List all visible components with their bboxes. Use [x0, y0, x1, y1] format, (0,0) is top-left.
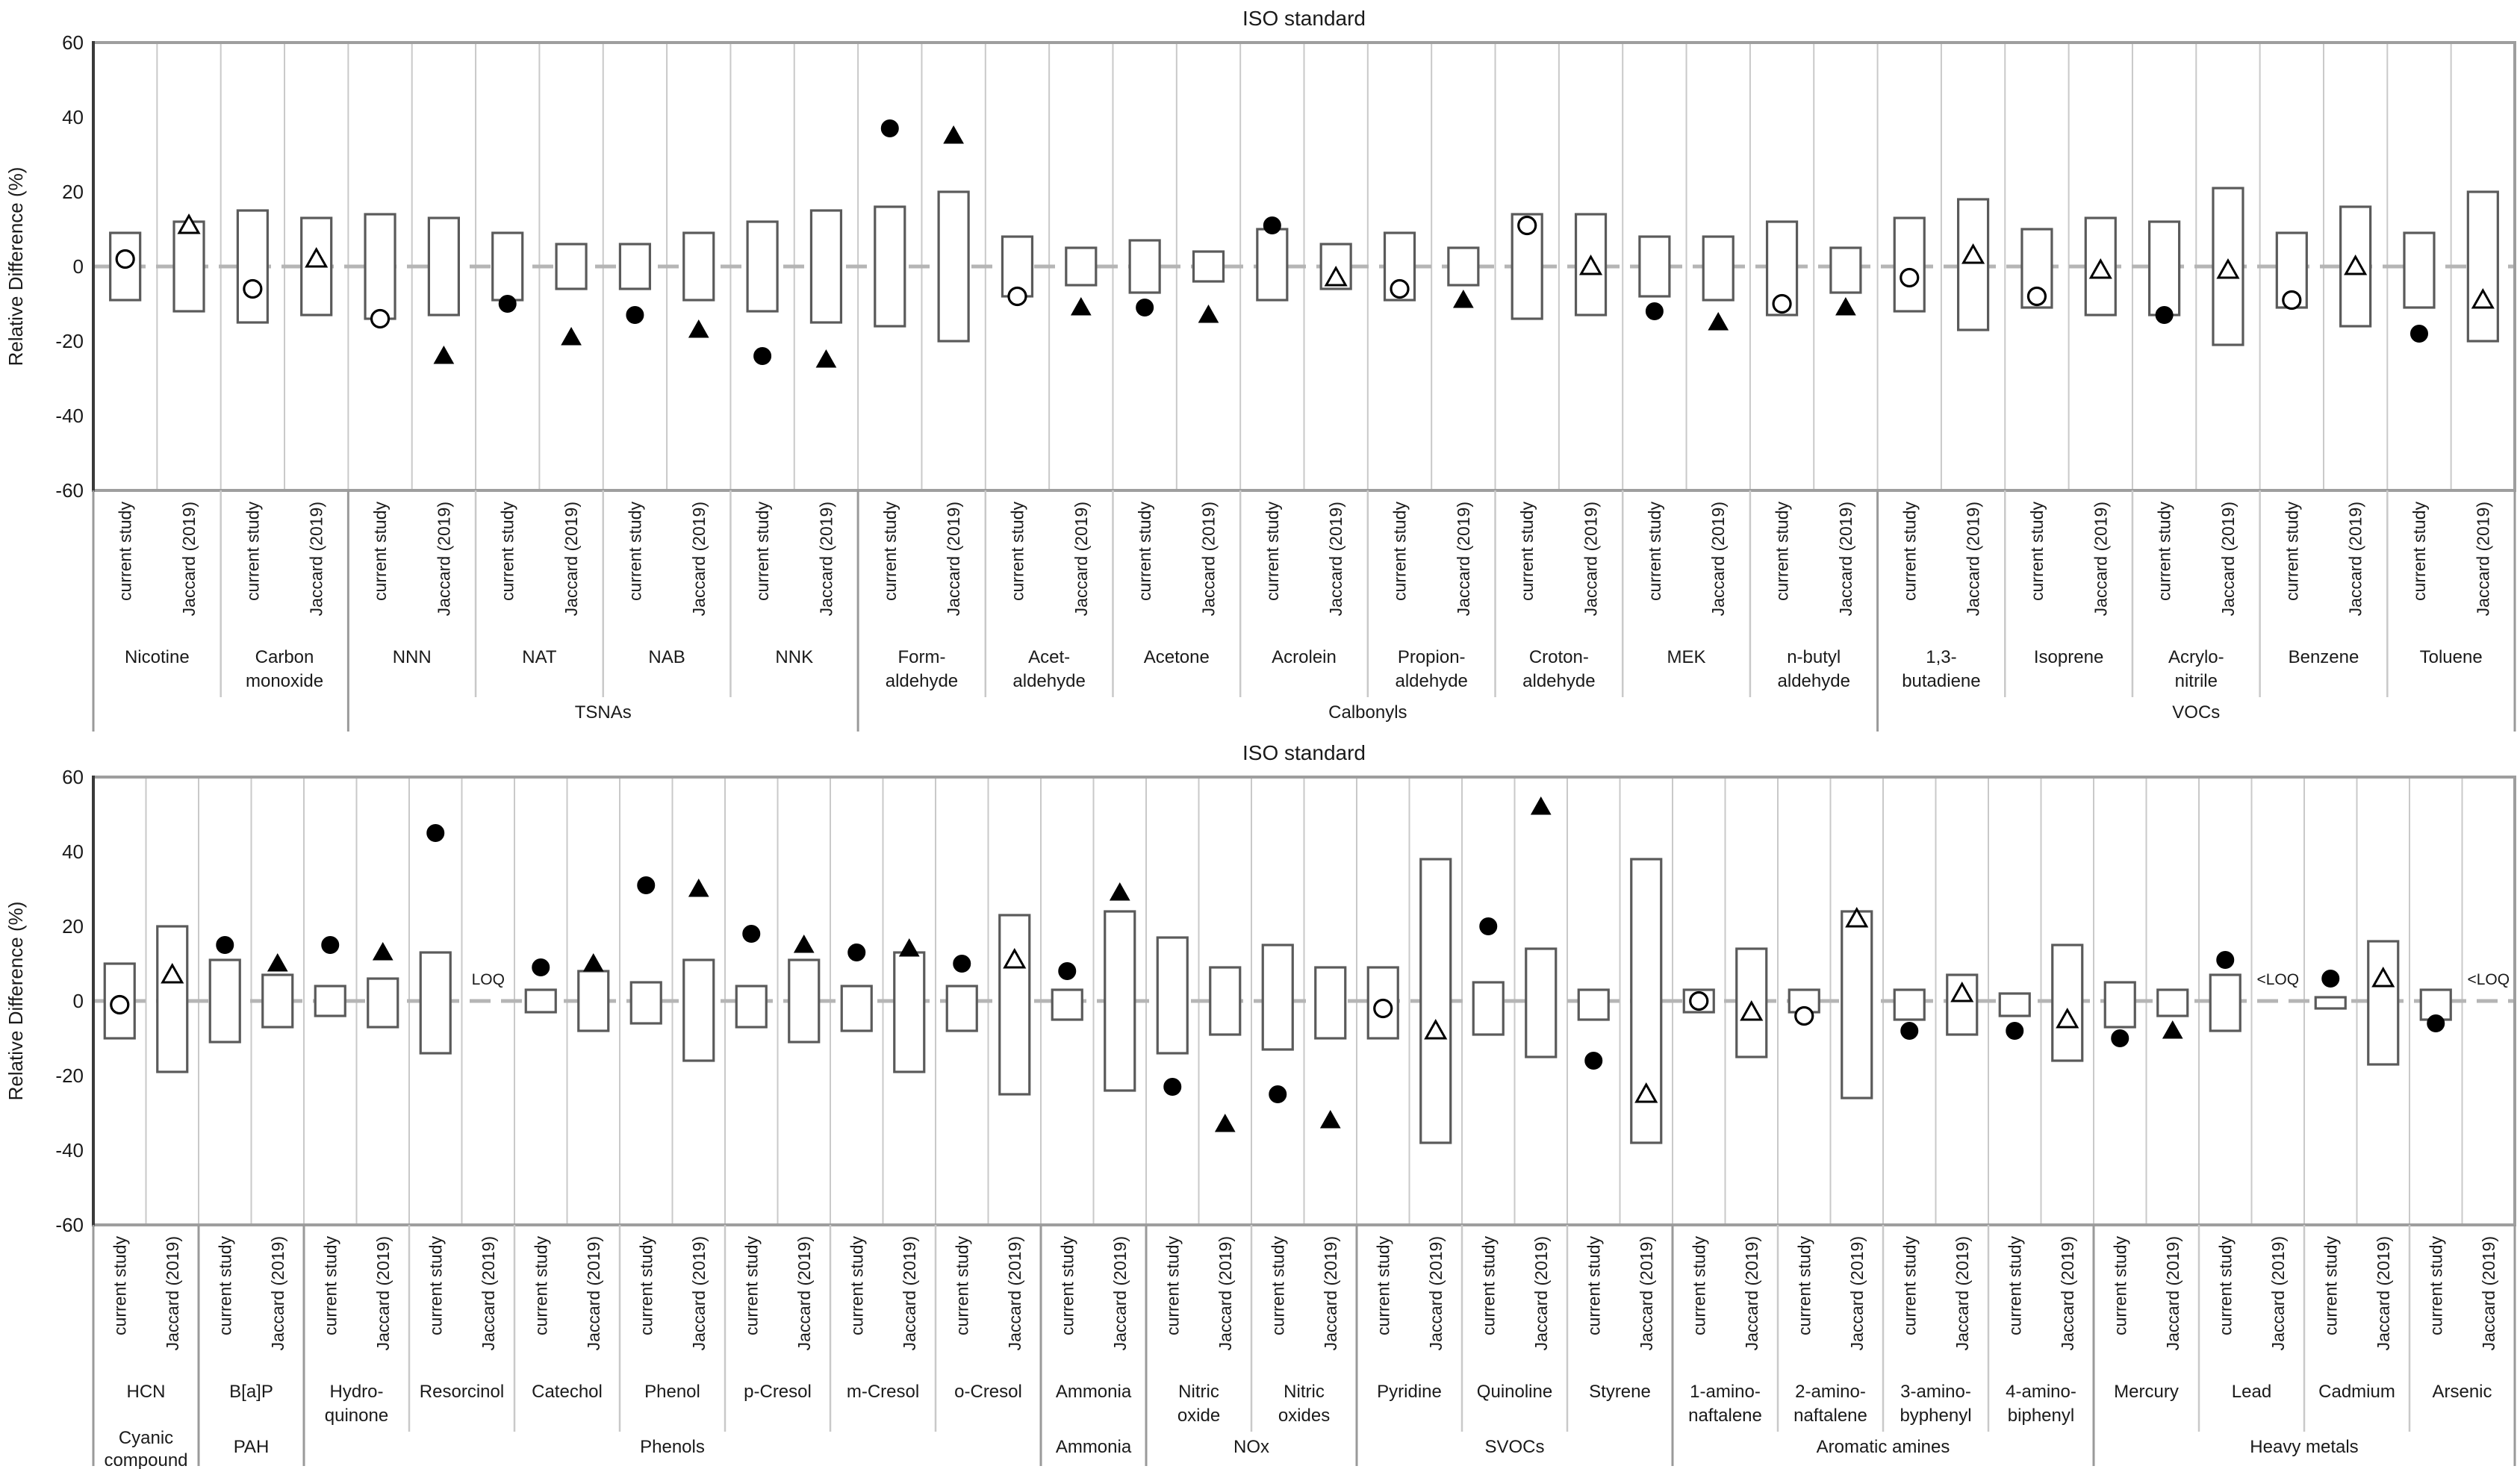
- y-tick-label: 0: [72, 990, 84, 1012]
- y-axis-title: Relative Difference (%): [4, 901, 27, 1101]
- compound-name: o-Cresol: [954, 1382, 1022, 1402]
- panel-title: ISO standard: [1242, 7, 1366, 30]
- range-box: [1842, 911, 1872, 1098]
- marker-circle-open: [1690, 993, 1708, 1010]
- compound-name: Cadmium: [2318, 1382, 2395, 1402]
- marker-triangle-filled: [689, 320, 709, 337]
- column-label: Jaccard (2019): [1326, 502, 1346, 617]
- column-label: current study: [1268, 1236, 1288, 1335]
- compound-name: Catechol: [532, 1382, 603, 1402]
- marker-circle-open: [111, 997, 128, 1014]
- marker-circle-filled: [1480, 918, 1497, 935]
- column-label: Jaccard (2019): [1952, 1236, 1972, 1351]
- column-label: Jaccard (2019): [583, 1236, 603, 1351]
- marker-circle-filled: [848, 944, 865, 961]
- compound-name: Mercury: [2114, 1382, 2179, 1402]
- marker-circle-filled: [626, 307, 644, 324]
- marker-circle-filled: [1164, 1079, 1181, 1096]
- column-label: current study: [2426, 1236, 2446, 1335]
- range-box: [789, 960, 819, 1042]
- compound-name: Nicotine: [124, 647, 190, 667]
- column-label: Jaccard (2019): [179, 502, 199, 617]
- marker-circle-filled: [2112, 1030, 2129, 1047]
- marker-circle-filled: [2217, 952, 2234, 969]
- compound-name: Nitric: [1284, 1382, 1325, 1402]
- column-label: Jaccard (2019): [1198, 502, 1219, 617]
- column-label: current study: [110, 1236, 130, 1335]
- column-label: current study: [1135, 502, 1155, 601]
- compound-name: Resorcinol: [419, 1382, 505, 1402]
- marker-circle-filled: [1646, 303, 1663, 320]
- marker-circle-open: [1773, 296, 1791, 313]
- column-label: current study: [952, 1236, 972, 1335]
- column-label: Jaccard (2019): [1741, 1236, 1761, 1351]
- column-label: Jaccard (2019): [688, 1236, 709, 1351]
- marker-triangle-filled: [1321, 1111, 1340, 1128]
- range-box: [365, 214, 395, 319]
- marker-triangle-filled: [816, 350, 836, 367]
- column-label: current study: [1163, 1236, 1183, 1335]
- marker-circle-open: [1009, 288, 1026, 305]
- compound-name: aldehyde: [1522, 671, 1596, 691]
- column-label: Jaccard (2019): [1847, 1236, 1867, 1351]
- compound-name: Phenol: [644, 1382, 700, 1402]
- column-label: current study: [426, 1236, 446, 1335]
- marker-triangle-filled: [1531, 797, 1551, 814]
- column-label: current study: [370, 502, 391, 601]
- column-label: current study: [1900, 502, 1920, 601]
- marker-circle-open: [2283, 292, 2300, 309]
- marker-circle-filled: [2322, 970, 2339, 988]
- range-box: [1473, 982, 1503, 1035]
- compound-name: Toluene: [2419, 647, 2483, 667]
- marker-circle-filled: [1263, 217, 1281, 234]
- marker-triangle-filled: [1071, 298, 1091, 315]
- column-label: Jaccard (2019): [688, 502, 709, 617]
- column-label: Jaccard (2019): [1581, 502, 1601, 617]
- column-label: Jaccard (2019): [794, 1236, 814, 1351]
- marker-circle-open: [372, 311, 389, 328]
- marker-circle-filled: [638, 877, 655, 894]
- column-label: current study: [2215, 1236, 2236, 1335]
- compound-name: 1-amino-: [1690, 1382, 1761, 1402]
- y-tick-label: 60: [62, 31, 84, 54]
- marker-circle-open: [1796, 1008, 1813, 1025]
- compound-name: NNK: [775, 647, 814, 667]
- y-tick-label: 20: [62, 915, 84, 938]
- group-label: compound: [104, 1450, 188, 1469]
- compound-name: Hydro-: [329, 1382, 384, 1402]
- range-box: [1210, 967, 1240, 1035]
- range-box: [174, 222, 204, 311]
- column-label: Jaccard (2019): [1320, 1236, 1340, 1351]
- compound-name: Styrene: [1589, 1382, 1651, 1402]
- y-tick-label: 40: [62, 840, 84, 863]
- range-box: [1449, 248, 1478, 285]
- y-tick-label: -40: [55, 405, 84, 427]
- marker-triangle-filled: [1216, 1114, 1235, 1132]
- y-tick-label: 60: [62, 766, 84, 788]
- marker-circle-filled: [2006, 1023, 2023, 1040]
- column-label: current study: [1689, 1236, 1709, 1335]
- compound-name: Nitric: [1178, 1382, 1219, 1402]
- range-box: [947, 986, 977, 1031]
- group-label: Phenols: [640, 1437, 705, 1457]
- compound-name: NNN: [392, 647, 432, 667]
- column-label: current study: [1478, 1236, 1499, 1335]
- range-box: [1263, 945, 1292, 1049]
- compound-name: Ammonia: [1055, 1382, 1132, 1402]
- range-box: [1640, 237, 1670, 296]
- column-label: Jaccard (2019): [2478, 1236, 2498, 1351]
- marker-triangle-filled: [1198, 305, 1218, 322]
- compound-name: 4-amino-: [2006, 1382, 2076, 1402]
- compound-name: Arsenic: [2432, 1382, 2492, 1402]
- compound-name: n-butyl: [1787, 647, 1841, 667]
- range-box: [556, 244, 586, 289]
- range-box: [1052, 990, 1082, 1020]
- range-box: [2210, 975, 2240, 1031]
- marker-circle-filled: [532, 959, 550, 976]
- column-label: Jaccard (2019): [2473, 502, 2493, 617]
- group-label: VOCs: [2172, 702, 2221, 723]
- range-box: [1105, 911, 1135, 1091]
- column-label: Jaccard (2019): [1453, 502, 1473, 617]
- y-axis-title: Relative Difference (%): [4, 166, 27, 367]
- compound-name: HCN: [126, 1382, 166, 1402]
- marker-circle-filled: [322, 937, 339, 954]
- marker-circle-open: [1375, 1000, 1392, 1017]
- marker-circle-filled: [754, 348, 771, 365]
- range-box: [493, 233, 523, 300]
- group-label: Aromatic amines: [1816, 1437, 1950, 1457]
- range-box: [1831, 248, 1861, 293]
- column-label: Jaccard (2019): [478, 1236, 498, 1351]
- marker-circle-filled: [1136, 299, 1154, 316]
- column-label: current study: [1772, 502, 1792, 601]
- marker-circle-filled: [2410, 325, 2427, 343]
- compound-name: Acrolein: [1272, 647, 1337, 667]
- range-box: [2404, 233, 2434, 308]
- compound-name: m-Cresol: [846, 1382, 920, 1402]
- range-box: [1316, 967, 1345, 1038]
- column-label: current study: [2154, 502, 2174, 601]
- column-label: current study: [1644, 502, 1664, 601]
- column-label: current study: [2321, 1236, 2341, 1335]
- compound-name: butadiene: [1902, 671, 1981, 691]
- column-label: Jaccard (2019): [1636, 1236, 1656, 1351]
- range-box: [1066, 248, 1096, 285]
- range-box: [579, 971, 609, 1031]
- compound-name: naftalene: [1688, 1406, 1762, 1426]
- range-box: [1894, 990, 1924, 1020]
- range-box: [2000, 994, 2029, 1016]
- y-tick-label: -20: [55, 330, 84, 352]
- group-label: Cyanic: [118, 1428, 174, 1448]
- marker-triangle-filled: [900, 939, 919, 956]
- column-label: Jaccard (2019): [2218, 502, 2238, 617]
- range-box: [811, 210, 841, 322]
- compound-name: 2-amino-: [1795, 1382, 1866, 1402]
- column-label: current study: [2409, 502, 2429, 601]
- y-tick-label: 20: [62, 181, 84, 203]
- column-label: current study: [1900, 1236, 1920, 1335]
- range-box: [1130, 240, 1160, 293]
- compound-name: B[a]P: [229, 1382, 273, 1402]
- marker-circle-filled: [1059, 963, 1076, 980]
- marker-circle-filled: [427, 825, 444, 842]
- column-label: Jaccard (2019): [899, 1236, 919, 1351]
- column-label: Jaccard (2019): [306, 502, 326, 617]
- column-label: current study: [880, 502, 900, 601]
- compound-name: Acetone: [1143, 647, 1210, 667]
- group-label: Calbonyls: [1328, 702, 1407, 723]
- range-box: [2105, 982, 2135, 1027]
- marker-circle-open: [116, 251, 134, 268]
- compound-name: Isoprene: [2033, 647, 2104, 667]
- column-label: current study: [1794, 1236, 1814, 1335]
- range-box: [158, 926, 187, 1072]
- group-label: NOx: [1233, 1437, 1269, 1457]
- column-label: current study: [636, 1236, 656, 1335]
- panel-title: ISO standard: [1242, 741, 1366, 764]
- column-label: current study: [753, 502, 773, 601]
- group-label: TSNAs: [574, 702, 632, 723]
- range-box: [841, 986, 871, 1031]
- range-box: [2468, 192, 2498, 341]
- column-label: Jaccard (2019): [1425, 1236, 1446, 1351]
- marker-triangle-filled: [2163, 1021, 2183, 1038]
- panel-bottom: [4, 741, 2515, 1469]
- column-label: Jaccard (2019): [373, 1236, 393, 1351]
- y-tick-label: -60: [55, 479, 84, 502]
- column-label: current study: [1373, 1236, 1393, 1335]
- range-box: [237, 210, 267, 322]
- compound-name: aldehyde: [1777, 671, 1850, 691]
- range-box: [895, 952, 924, 1072]
- compound-name: Croton-: [1528, 647, 1589, 667]
- marker-triangle-filled: [1708, 313, 1728, 330]
- column-label: current study: [115, 502, 135, 601]
- range-box: [263, 975, 293, 1027]
- range-box: [1000, 915, 1030, 1094]
- compound-name: Form-: [897, 647, 946, 667]
- compound-name: p-Cresol: [744, 1382, 812, 1402]
- column-label: Jaccard (2019): [1531, 1236, 1551, 1351]
- range-box: [526, 990, 556, 1012]
- marker-circle-open: [1391, 281, 1408, 298]
- range-box: [1421, 859, 1451, 1143]
- compound-name: monoxide: [245, 671, 324, 691]
- marker-circle-open: [1901, 269, 1918, 287]
- marker-circle-filled: [953, 955, 971, 973]
- y-tick-label: -20: [55, 1064, 84, 1087]
- marker-triangle-filled: [794, 935, 814, 952]
- marker-triangle-filled: [268, 954, 287, 971]
- compound-name: Pyridine: [1377, 1382, 1442, 1402]
- compound-name: quinone: [324, 1406, 389, 1426]
- marker-triangle-filled: [689, 879, 709, 896]
- column-label: Jaccard (2019): [2373, 1236, 2393, 1351]
- range-box: [2315, 997, 2345, 1008]
- loq-label: <LOQ: [2467, 971, 2510, 988]
- compound-name: aldehyde: [885, 671, 959, 691]
- range-box: [736, 986, 766, 1027]
- group-label: SVOCs: [1484, 1437, 1545, 1457]
- marker-circle-filled: [2427, 1015, 2445, 1032]
- range-box: [1193, 252, 1223, 281]
- range-box: [2053, 945, 2082, 1061]
- column-label: Jaccard (2019): [1071, 502, 1091, 617]
- range-box: [368, 979, 398, 1027]
- range-box: [2158, 990, 2188, 1016]
- y-tick-label: 0: [72, 255, 84, 278]
- column-label: current study: [320, 1236, 340, 1335]
- column-label: current study: [2005, 1236, 2025, 1335]
- range-box: [684, 960, 714, 1061]
- range-box: [875, 207, 905, 326]
- column-label: Jaccard (2019): [561, 502, 582, 617]
- compound-name: NAB: [648, 647, 685, 667]
- column-label: current study: [1584, 1236, 1604, 1335]
- compound-name: Benzene: [2288, 647, 2359, 667]
- column-label: current study: [243, 502, 263, 601]
- compound-name: biphenyl: [2007, 1406, 2075, 1426]
- range-box: [429, 218, 458, 315]
- range-box: [1959, 199, 1988, 330]
- range-box: [420, 952, 450, 1053]
- column-label: current study: [1517, 502, 1537, 601]
- compound-name: Quinoline: [1476, 1382, 1553, 1402]
- marker-circle-filled: [499, 296, 516, 313]
- loq-label: <LOQ: [2256, 971, 2300, 988]
- compound-name: oxide: [1177, 1406, 1221, 1426]
- compound-name: 1,3-: [1926, 647, 1957, 667]
- column-label: current study: [1007, 502, 1027, 601]
- marker-triangle-filled: [434, 346, 453, 364]
- marker-circle-filled: [217, 937, 234, 954]
- column-label: Jaccard (2019): [1110, 1236, 1130, 1351]
- marker-circle-filled: [743, 926, 760, 943]
- column-label: Jaccard (2019): [2091, 502, 2111, 617]
- column-label: current study: [847, 1236, 867, 1335]
- column-label: current study: [1262, 502, 1282, 601]
- y-tick-label: -60: [55, 1214, 84, 1236]
- column-label: Jaccard (2019): [1004, 1236, 1024, 1351]
- column-label: current study: [2282, 502, 2302, 601]
- range-box: [939, 192, 968, 341]
- marker-circle-filled: [1585, 1052, 1602, 1070]
- column-label: current study: [497, 502, 517, 601]
- group-label: PAH: [233, 1437, 270, 1457]
- compound-name: Lead: [2231, 1382, 2272, 1402]
- column-label: Jaccard (2019): [944, 502, 964, 617]
- group-label: Heavy metals: [2250, 1437, 2359, 1457]
- compound-name: MEK: [1667, 647, 1706, 667]
- compound-name: Acrylo-: [2168, 647, 2224, 667]
- column-label: Jaccard (2019): [162, 1236, 182, 1351]
- marker-circle-filled: [2156, 307, 2173, 324]
- column-label: current study: [1390, 502, 1410, 601]
- compound-name: aldehyde: [1012, 671, 1086, 691]
- range-box: [1578, 990, 1608, 1020]
- marker-circle-open: [1519, 217, 1536, 234]
- column-label: current study: [531, 1236, 551, 1335]
- range-box: [2368, 941, 2398, 1064]
- range-box: [620, 244, 650, 289]
- compound-name: Propion-: [1397, 647, 1466, 667]
- range-box: [2150, 222, 2180, 315]
- marker-circle-filled: [1269, 1086, 1287, 1103]
- column-label: Jaccard (2019): [1963, 502, 1983, 617]
- range-box: [684, 233, 714, 300]
- column-label: current study: [625, 502, 645, 601]
- y-tick-label: 40: [62, 106, 84, 128]
- compound-name: Acet-: [1028, 647, 1071, 667]
- range-box: [631, 982, 661, 1023]
- compound-name: naftalene: [1793, 1406, 1867, 1426]
- group-label: Ammonia: [1055, 1437, 1132, 1457]
- column-label: Jaccard (2019): [816, 502, 836, 617]
- range-box: [1703, 237, 1733, 300]
- panel-top: [4, 7, 2515, 732]
- range-box: [1157, 938, 1187, 1053]
- marker-triangle-filled: [373, 943, 393, 960]
- range-box: [747, 222, 777, 311]
- column-label: current study: [741, 1236, 762, 1335]
- marker-triangle-filled: [1454, 290, 1473, 308]
- marker-triangle-filled: [1836, 298, 1855, 315]
- column-label: current study: [1057, 1236, 1077, 1335]
- marker-triangle-filled: [944, 126, 963, 143]
- column-label: Jaccard (2019): [2162, 1236, 2183, 1351]
- range-box: [210, 960, 240, 1042]
- column-label: Jaccard (2019): [434, 502, 454, 617]
- column-label: current study: [2026, 502, 2047, 601]
- y-tick-label: -40: [55, 1139, 84, 1161]
- marker-triangle-filled: [584, 954, 603, 971]
- marker-triangle-filled: [1110, 883, 1130, 900]
- compound-name: aldehyde: [1395, 671, 1468, 691]
- marker-circle-filled: [881, 120, 898, 137]
- marker-triangle-filled: [561, 328, 581, 345]
- compound-name: Carbon: [255, 647, 314, 667]
- compound-name: byphenyl: [1900, 1406, 1972, 1426]
- column-label: Jaccard (2019): [2057, 1236, 2077, 1351]
- column-label: Jaccard (2019): [1835, 502, 1855, 617]
- column-label: Jaccard (2019): [267, 1236, 287, 1351]
- column-label: Jaccard (2019): [2268, 1236, 2288, 1351]
- range-box: [1257, 229, 1287, 300]
- range-box: [1894, 218, 1924, 311]
- compound-name: NAT: [522, 647, 557, 667]
- range-box: [1526, 949, 1556, 1057]
- compound-name: nitrile: [2174, 671, 2218, 691]
- column-label: Jaccard (2019): [1708, 502, 1729, 617]
- column-label: Jaccard (2019): [2345, 502, 2365, 617]
- marker-circle-filled: [1901, 1023, 1918, 1040]
- range-box: [315, 986, 345, 1016]
- loq-label: LOQ: [471, 971, 505, 988]
- column-label: current study: [215, 1236, 235, 1335]
- compound-name: oxides: [1278, 1406, 1331, 1426]
- marker-circle-open: [244, 281, 261, 298]
- column-label: current study: [2110, 1236, 2130, 1335]
- column-label: Jaccard (2019): [1215, 1236, 1235, 1351]
- compound-name: 3-amino-: [1900, 1382, 1971, 1402]
- marker-circle-open: [2028, 288, 2045, 305]
